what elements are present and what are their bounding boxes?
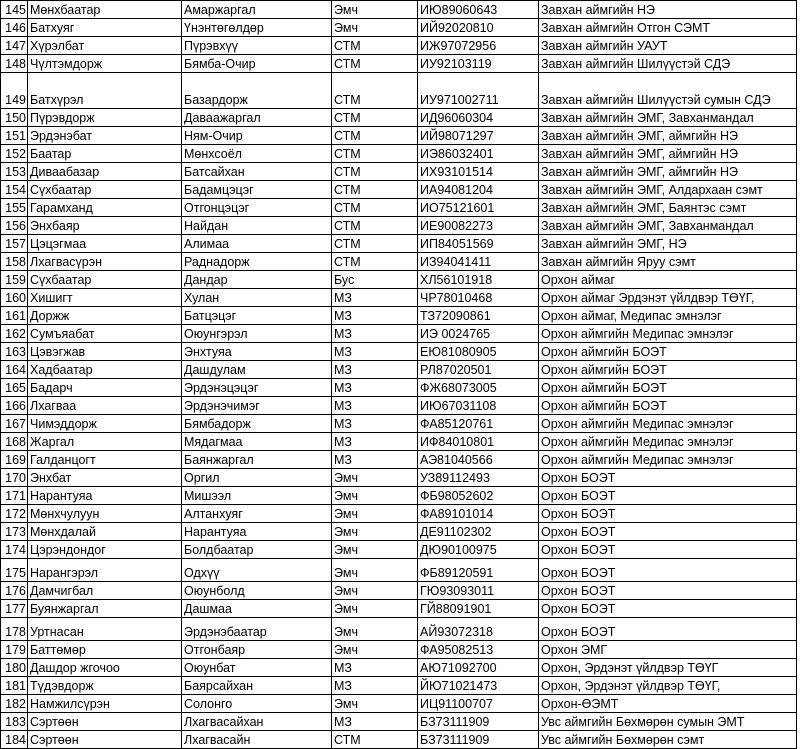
row-number-cell: 165	[1, 379, 28, 397]
name-cell: Жаргал	[28, 433, 182, 451]
father-name-cell: Лхагвасайн	[182, 731, 332, 749]
table-row	[1, 235, 797, 253]
name-cell: Доржж	[28, 307, 182, 325]
name-cell: Дашдор жгочоо	[28, 659, 182, 677]
registration-number-cell: АЙ93072318	[418, 618, 539, 641]
organization-cell: Завхан аймгийн НЭ	[539, 1, 797, 19]
table-row	[1, 541, 797, 559]
row-number-cell: 168	[1, 433, 28, 451]
organization-cell: Орхон аймгийн БОЭТ	[539, 379, 797, 397]
profession-cell: СТМ	[332, 37, 418, 55]
father-name-cell: Бадамцэцэг	[182, 181, 332, 199]
registration-number-cell: ИА94081204	[418, 181, 539, 199]
registration-number-cell: ИД96060304	[418, 109, 539, 127]
table-row	[1, 505, 797, 523]
row-number-cell: 161	[1, 307, 28, 325]
table-row	[1, 487, 797, 505]
name-cell: Батхуяг	[28, 19, 182, 37]
profession-cell: МЗ	[332, 415, 418, 433]
father-name-cell: Баянжаргал	[182, 451, 332, 469]
organization-cell: Орхон аймгийн Медипас эмнэлэг	[539, 415, 797, 433]
registration-number-cell: ДЕ91102302	[418, 523, 539, 541]
father-name-cell: Баярсайхан	[182, 677, 332, 695]
father-name-cell: Найдан	[182, 217, 332, 235]
organization-cell: Орхон БОЭТ	[539, 505, 797, 523]
organization-cell: Завхан аймгийн ЭМГ, НЭ	[539, 235, 797, 253]
name-cell: Сумъяабат	[28, 325, 182, 343]
organization-cell: Завхан аймгийн ЭМГ, аймгийн НЭ	[539, 127, 797, 145]
father-name-cell: Алимаа	[182, 235, 332, 253]
registration-number-cell: АЮ71092700	[418, 659, 539, 677]
row-number-cell: 171	[1, 487, 28, 505]
table-row	[1, 325, 797, 343]
registration-number-cell: ИЮ67031108	[418, 397, 539, 415]
organization-cell: Завхан аймгийн ЭМГ, аймгийн НЭ	[539, 145, 797, 163]
registration-number-cell: ХЛ56101918	[418, 271, 539, 289]
table-row	[1, 731, 797, 749]
organization-cell: Орхон-ӨЭМТ	[539, 695, 797, 713]
registration-number-cell: ИЙ98071297	[418, 127, 539, 145]
organization-cell: Увс аймгийн Бөхмөрөн сумын ЭМТ	[539, 713, 797, 731]
profession-cell: Эмч	[332, 618, 418, 641]
table-row	[1, 523, 797, 541]
profession-cell: Эмч	[332, 19, 418, 37]
profession-cell: Эмч	[332, 541, 418, 559]
name-cell: Чүлтэмдорж	[28, 55, 182, 73]
name-cell: Эрдэнэбат	[28, 127, 182, 145]
father-name-cell: Эрдэнэбаатар	[182, 618, 332, 641]
organization-cell: Орхон БОЭТ	[539, 618, 797, 641]
profession-cell: СТМ	[332, 235, 418, 253]
father-name-cell: Алтанхуяг	[182, 505, 332, 523]
registration-number-cell: ИЭ86032401	[418, 145, 539, 163]
father-name-cell: Бямбадорж	[182, 415, 332, 433]
profession-cell: МЗ	[332, 343, 418, 361]
father-name-cell: Мишээл	[182, 487, 332, 505]
row-number-cell: 172	[1, 505, 28, 523]
registration-number-cell: ГЙ88091901	[418, 600, 539, 618]
registration-number-cell: УЗ89112493	[418, 469, 539, 487]
father-name-cell: Батсайхан	[182, 163, 332, 181]
organization-cell: Завхан аймгийн ЭМГ, Баянтэс сэмт	[539, 199, 797, 217]
registration-number-cell: ФА85120761	[418, 415, 539, 433]
profession-cell: СТМ	[332, 217, 418, 235]
row-number-cell: 156	[1, 217, 28, 235]
row-number-cell: 146	[1, 19, 28, 37]
table-row	[1, 397, 797, 415]
profession-cell: СТМ	[332, 199, 418, 217]
row-number-cell: 158	[1, 253, 28, 271]
organization-cell: Завхан аймгийн Отгон СЭМТ	[539, 19, 797, 37]
name-cell: Баатар	[28, 145, 182, 163]
profession-cell: МЗ	[332, 433, 418, 451]
organization-cell: Завхан аймгийн Яруу сэмт	[539, 253, 797, 271]
profession-cell: МЗ	[332, 379, 418, 397]
name-cell: Пүрэвдорж	[28, 109, 182, 127]
father-name-cell: Мядагмаа	[182, 433, 332, 451]
profession-cell: МЗ	[332, 361, 418, 379]
father-name-cell: Оюунболд	[182, 582, 332, 600]
row-number-cell: 163	[1, 343, 28, 361]
father-name-cell: Базардорж	[182, 73, 332, 109]
registration-number-cell: ИП84051569	[418, 235, 539, 253]
name-cell: Хишигт	[28, 289, 182, 307]
row-number-cell: 176	[1, 582, 28, 600]
row-number-cell: 179	[1, 641, 28, 659]
organization-cell: Орхон аймгийн Медипас эмнэлэг	[539, 451, 797, 469]
name-cell: Цэвэгжав	[28, 343, 182, 361]
father-name-cell: Нарантуяа	[182, 523, 332, 541]
row-number-cell: 155	[1, 199, 28, 217]
name-cell: Мөнхдалай	[28, 523, 182, 541]
name-cell: Энхбаяр	[28, 217, 182, 235]
profession-cell: МЗ	[332, 307, 418, 325]
organization-cell: Орхон БОЭТ	[539, 487, 797, 505]
name-cell: Галданцогт	[28, 451, 182, 469]
organization-cell: Орхон аймгийн БОЭТ	[539, 343, 797, 361]
name-cell: Гарамханд	[28, 199, 182, 217]
table-row	[1, 641, 797, 659]
row-number-cell: 162	[1, 325, 28, 343]
row-number-cell: 169	[1, 451, 28, 469]
profession-cell: Эмч	[332, 1, 418, 19]
row-number-cell: 180	[1, 659, 28, 677]
father-name-cell: Раднадорж	[182, 253, 332, 271]
organization-cell: Орхон аймгийн Медипас эмнэлэг	[539, 325, 797, 343]
registration-number-cell: ТЗ72090861	[418, 307, 539, 325]
registration-number-cell: ФА95082513	[418, 641, 539, 659]
row-number-cell: 182	[1, 695, 28, 713]
name-cell: Баттөмөр	[28, 641, 182, 659]
name-cell: Мөнхчулуун	[28, 505, 182, 523]
table-row	[1, 600, 797, 618]
father-name-cell: Энхтуяа	[182, 343, 332, 361]
row-number-cell: 164	[1, 361, 28, 379]
table-row	[1, 659, 797, 677]
registration-number-cell: ИЕ90082273	[418, 217, 539, 235]
registration-number-cell: ФЖ68073005	[418, 379, 539, 397]
profession-cell: СТМ	[332, 731, 418, 749]
name-cell: Сүхбаатар	[28, 271, 182, 289]
name-cell: Бадарч	[28, 379, 182, 397]
organization-cell: Завхан аймгийн ЭМГ, Завханмандал	[539, 217, 797, 235]
row-number-cell: 183	[1, 713, 28, 731]
name-cell: Мөнхбаатар	[28, 1, 182, 19]
roster-table-body	[1, 1, 797, 749]
organization-cell: Увс аймгийн Бөхмөрөн сэмт	[539, 731, 797, 749]
organization-cell: Орхон БОЭТ	[539, 600, 797, 618]
registration-number-cell: ИЭ 0024765	[418, 325, 539, 343]
table-row	[1, 469, 797, 487]
registration-number-cell: ДЮ90100975	[418, 541, 539, 559]
table-row	[1, 713, 797, 731]
name-cell: Лхагвасүрэн	[28, 253, 182, 271]
table-row	[1, 433, 797, 451]
organization-cell: Завхан аймгийн Шилүүстэй сумын СДЭ	[539, 73, 797, 109]
profession-cell: СТМ	[332, 127, 418, 145]
father-name-cell: Дашдулам	[182, 361, 332, 379]
organization-cell: Орхон ЭМГ	[539, 641, 797, 659]
father-name-cell: Ням-Очир	[182, 127, 332, 145]
organization-cell: Завхан аймгийн УАУТ	[539, 37, 797, 55]
row-number-cell: 145	[1, 1, 28, 19]
table-row	[1, 73, 797, 109]
registration-number-cell: ИХ93101514	[418, 163, 539, 181]
organization-cell: Орхон аймгийн БОЭТ	[539, 361, 797, 379]
registration-number-cell: ИО75121601	[418, 199, 539, 217]
registration-number-cell: ФБ98052602	[418, 487, 539, 505]
row-number-cell: 159	[1, 271, 28, 289]
table-row	[1, 289, 797, 307]
organization-cell: Орхон аймаг, Медипас эмнэлэг	[539, 307, 797, 325]
profession-cell: Эмч	[332, 695, 418, 713]
father-name-cell: Оргил	[182, 469, 332, 487]
organization-cell: Завхан аймгийн ЭМГ, Завханмандал	[539, 109, 797, 127]
registration-number-cell: ЕЮ81080905	[418, 343, 539, 361]
organization-cell: Завхан аймгийн ЭМГ, Алдархаан сэмт	[539, 181, 797, 199]
name-cell: Сэртөөн	[28, 731, 182, 749]
name-cell: Намжилсүрэн	[28, 695, 182, 713]
row-number-cell: 181	[1, 677, 28, 695]
row-number-cell: 154	[1, 181, 28, 199]
name-cell: Нарангэрэл	[28, 559, 182, 582]
table-row	[1, 253, 797, 271]
table-row	[1, 451, 797, 469]
father-name-cell: Мөнхсоёл	[182, 145, 332, 163]
father-name-cell: Батцэцэг	[182, 307, 332, 325]
row-number-cell: 173	[1, 523, 28, 541]
table-row	[1, 618, 797, 641]
organization-cell: Орхон, Эрдэнэт үйлдвэр ТӨҮГ,	[539, 677, 797, 695]
row-number-cell: 184	[1, 731, 28, 749]
name-cell: Дамчигбал	[28, 582, 182, 600]
name-cell: Сэртөөн	[28, 713, 182, 731]
row-number-cell: 170	[1, 469, 28, 487]
table-row	[1, 55, 797, 73]
father-name-cell: Хулан	[182, 289, 332, 307]
row-number-cell: 152	[1, 145, 28, 163]
name-cell: Батхүрэл	[28, 73, 182, 109]
father-name-cell: Бямба-Очир	[182, 55, 332, 73]
organization-cell: Орхон БОЭТ	[539, 469, 797, 487]
profession-cell: СТМ	[332, 181, 418, 199]
name-cell: Сүхбаатар	[28, 181, 182, 199]
profession-cell: СТМ	[332, 73, 418, 109]
profession-cell: Эмч	[332, 469, 418, 487]
profession-cell: СТМ	[332, 253, 418, 271]
profession-cell: СТМ	[332, 145, 418, 163]
table-row	[1, 181, 797, 199]
profession-cell: МЗ	[332, 451, 418, 469]
name-cell: Цэрэндондог	[28, 541, 182, 559]
row-number-cell: 149	[1, 73, 28, 109]
profession-cell: МЗ	[332, 325, 418, 343]
registration-number-cell: ИФ84010801	[418, 433, 539, 451]
organization-cell: Орхон аймаг	[539, 271, 797, 289]
name-cell: Лхагваа	[28, 397, 182, 415]
table-row	[1, 37, 797, 55]
registration-number-cell: ЧР78010468	[418, 289, 539, 307]
row-number-cell: 174	[1, 541, 28, 559]
profession-cell: Эмч	[332, 559, 418, 582]
profession-cell: Бус	[332, 271, 418, 289]
father-name-cell: Солонго	[182, 695, 332, 713]
registration-number-cell: ФБ89120591	[418, 559, 539, 582]
table-row	[1, 163, 797, 181]
father-name-cell: Болдбаатар	[182, 541, 332, 559]
father-name-cell: Пүрэвхүү	[182, 37, 332, 55]
profession-cell: Эмч	[332, 505, 418, 523]
father-name-cell: Эрдэнэцэцэг	[182, 379, 332, 397]
registration-number-cell: ИУ971002711	[418, 73, 539, 109]
table-row	[1, 695, 797, 713]
father-name-cell: Оюунгэрэл	[182, 325, 332, 343]
row-number-cell: 167	[1, 415, 28, 433]
profession-cell: Эмч	[332, 582, 418, 600]
table-row	[1, 415, 797, 433]
father-name-cell: Оюунбат	[182, 659, 332, 677]
registration-number-cell: БЗ73111909	[418, 731, 539, 749]
table-row	[1, 199, 797, 217]
organization-cell: Орхон аймгийн БОЭТ	[539, 397, 797, 415]
organization-cell: Орхон аймгийн Медипас эмнэлэг	[539, 433, 797, 451]
name-cell: Чимэддорж	[28, 415, 182, 433]
row-number-cell: 150	[1, 109, 28, 127]
profession-cell: Эмч	[332, 600, 418, 618]
profession-cell: МЗ	[332, 659, 418, 677]
registration-number-cell: ИЖ97072956	[418, 37, 539, 55]
name-cell: Хүрэлбат	[28, 37, 182, 55]
registration-number-cell: ЙЮ71021473	[418, 677, 539, 695]
row-number-cell: 160	[1, 289, 28, 307]
registration-number-cell: АЭ81040566	[418, 451, 539, 469]
profession-cell: СТМ	[332, 55, 418, 73]
registration-number-cell: ИЮ89060643	[418, 1, 539, 19]
profession-cell: Эмч	[332, 523, 418, 541]
table-row	[1, 677, 797, 695]
registration-number-cell: ИЗ94041411	[418, 253, 539, 271]
organization-cell: Орхон БОЭТ	[539, 541, 797, 559]
table-row	[1, 217, 797, 235]
row-number-cell: 175	[1, 559, 28, 582]
name-cell: Диваабазар	[28, 163, 182, 181]
table-row	[1, 559, 797, 582]
organization-cell: Орхон БОЭТ	[539, 523, 797, 541]
name-cell: Буянжаргал	[28, 600, 182, 618]
name-cell: Энхбат	[28, 469, 182, 487]
table-row	[1, 361, 797, 379]
father-name-cell: Одхүү	[182, 559, 332, 582]
father-name-cell: Отгонбаяр	[182, 641, 332, 659]
row-number-cell: 153	[1, 163, 28, 181]
registration-number-cell: ФА89101014	[418, 505, 539, 523]
table-row	[1, 109, 797, 127]
profession-cell: СТМ	[332, 109, 418, 127]
profession-cell: МЗ	[332, 289, 418, 307]
registration-number-cell: ГЮ93093011	[418, 582, 539, 600]
name-cell: Нарантуяа	[28, 487, 182, 505]
registration-number-cell: ИЦ91100707	[418, 695, 539, 713]
table-row	[1, 1, 797, 19]
father-name-cell: Дандар	[182, 271, 332, 289]
organization-cell: Орхон аймаг Эрдэнэт үйлдвэр ТӨҮГ,	[539, 289, 797, 307]
organization-cell: Орхон, Эрдэнэт үйлдвэр ТӨҮГ	[539, 659, 797, 677]
registration-number-cell: ИУ92103119	[418, 55, 539, 73]
registration-number-cell: БЗ73111909	[418, 713, 539, 731]
organization-cell: Завхан аймгийн Шилүүстэй СДЭ	[539, 55, 797, 73]
name-cell: Цэцэгмаа	[28, 235, 182, 253]
table-row	[1, 379, 797, 397]
profession-cell: МЗ	[332, 397, 418, 415]
row-number-cell: 178	[1, 618, 28, 641]
row-number-cell: 157	[1, 235, 28, 253]
table-row	[1, 271, 797, 289]
organization-cell: Орхон БОЭТ	[539, 582, 797, 600]
name-cell: Түдэвдорж	[28, 677, 182, 695]
father-name-cell: Лхагвасайхан	[182, 713, 332, 731]
table-row	[1, 145, 797, 163]
organization-cell: Завхан аймгийн ЭМГ, аймгийн НЭ	[539, 163, 797, 181]
father-name-cell: Үнэнтөгөлдөр	[182, 19, 332, 37]
registration-number-cell: ИЙ92020810	[418, 19, 539, 37]
table-row	[1, 582, 797, 600]
profession-cell: Эмч	[332, 487, 418, 505]
row-number-cell: 147	[1, 37, 28, 55]
father-name-cell: Даваажаргал	[182, 109, 332, 127]
profession-cell: МЗ	[332, 677, 418, 695]
table-row	[1, 307, 797, 325]
table-row	[1, 343, 797, 361]
father-name-cell: Амаржаргал	[182, 1, 332, 19]
father-name-cell: Отгонцэцэг	[182, 199, 332, 217]
table-row	[1, 127, 797, 145]
table-row	[1, 19, 797, 37]
profession-cell: МЗ	[332, 713, 418, 731]
organization-cell: Орхон БОЭТ	[539, 559, 797, 582]
name-cell: Хадбаатар	[28, 361, 182, 379]
name-cell: Уртнасан	[28, 618, 182, 641]
father-name-cell: Эрдэнэчимэг	[182, 397, 332, 415]
profession-cell: Эмч	[332, 641, 418, 659]
row-number-cell: 148	[1, 55, 28, 73]
father-name-cell: Дашмаа	[182, 600, 332, 618]
row-number-cell: 151	[1, 127, 28, 145]
registration-number-cell: РЛ87020501	[418, 361, 539, 379]
profession-cell: СТМ	[332, 163, 418, 181]
row-number-cell: 177	[1, 600, 28, 618]
row-number-cell: 166	[1, 397, 28, 415]
